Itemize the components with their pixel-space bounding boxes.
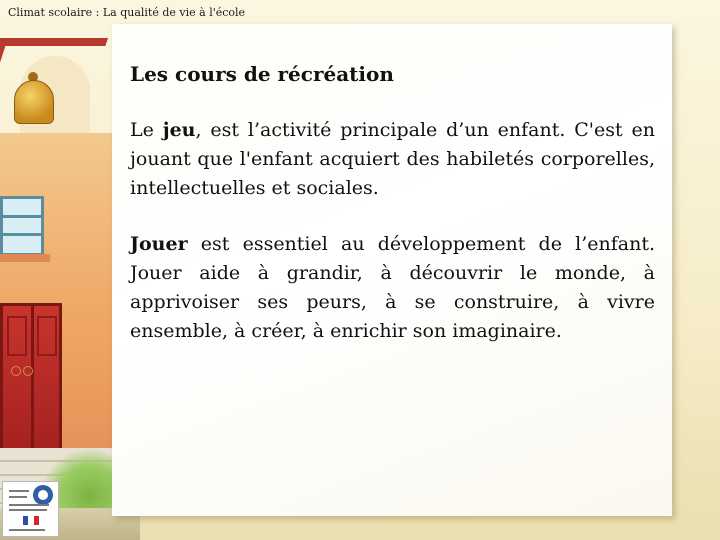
paragraph-text: est essentiel au développement de l’enfant. Jouer aide à grandir, à découvrir le monde, à apprivoiser ses peurs, à se construire, à vivre ensemble, à créer, à enrichir son imaginaire.	[130, 233, 655, 342]
paragraph-jeu	[130, 116, 655, 203]
door-panel	[37, 316, 57, 356]
keyword-jouer: Jouer	[130, 233, 188, 255]
bell-icon	[14, 80, 54, 124]
logo-text-line	[9, 509, 47, 511]
window-bar	[3, 215, 41, 218]
door	[0, 303, 62, 453]
academie-logo-icon	[2, 481, 59, 537]
flag-icon	[23, 516, 39, 525]
logo-text-line	[9, 496, 27, 498]
header-title: Climat scolaire : La qualité de vie à l'école	[8, 6, 246, 19]
paragraph-lead: Le	[130, 119, 163, 141]
logo-text-line	[9, 529, 45, 531]
window-sill	[0, 254, 50, 262]
logo-text-line	[9, 504, 49, 506]
keyword-jeu: jeu	[162, 119, 196, 141]
window	[0, 196, 44, 256]
logo-emblem-center	[38, 490, 48, 500]
door-divider	[31, 306, 34, 450]
logo-text-line	[9, 490, 29, 492]
door-knob	[11, 366, 21, 376]
paragraph-text: , est l’activité principale d’un enfant. C'est en jouant que l'enfant acquiert des habiletés corporelles, intellectuelles et sociales.	[130, 119, 655, 199]
window-bar	[3, 233, 41, 236]
door-knob	[23, 366, 33, 376]
slide-title: Les cours de récréation	[130, 62, 394, 86]
door-panel	[7, 316, 27, 356]
paragraph-jouer	[130, 230, 655, 346]
